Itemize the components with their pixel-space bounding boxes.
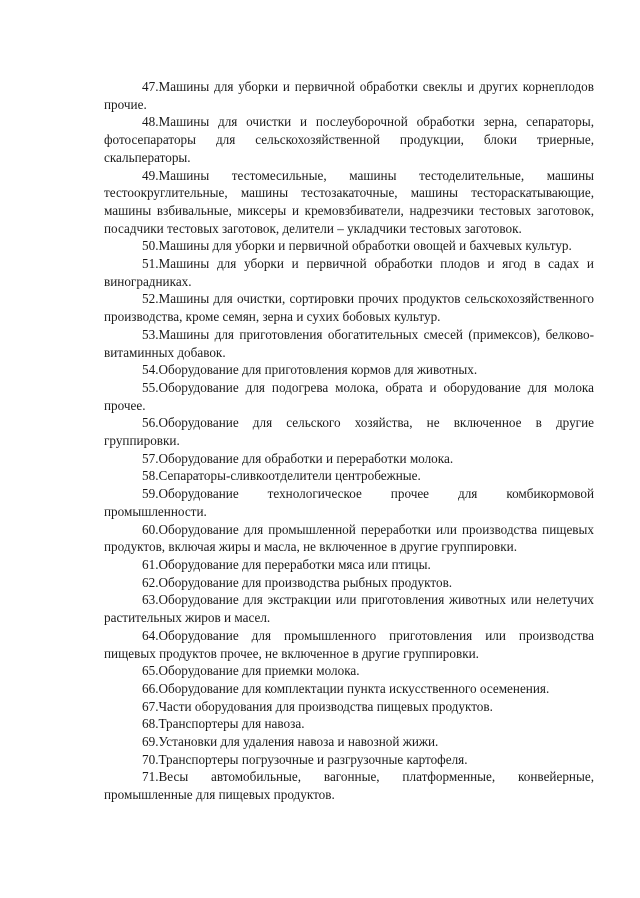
list-item: 68.Транспортеры для навоза. bbox=[142, 716, 305, 732]
list-item: 49.Машины тестомесильные, машины тестоделительные, машины тестоокруглительные, машины тестозакаточные, машины тестораскатывающие, машины взбивальные, миксеры и кремовзбиватели, надрезчики тестовых заготовок, посадчики тестовых заготовок, делители – укладчики тестовых заготовок. bbox=[104, 167, 594, 236]
list-item: 65.Оборудование для приемки молока. bbox=[142, 663, 360, 679]
list-item: 64.Оборудование для промышленного приготовления или производства пищевых продуктов прочее, не включенное в другие группировки. bbox=[104, 627, 594, 661]
list-item: 51.Машины для уборки и первичной обработки плодов и ягод в садах и виноградниках. bbox=[104, 256, 594, 289]
list-item: 50.Машины для уборки и первичной обработки овощей и бахчевых культур. bbox=[142, 238, 572, 254]
list-item: 52.Машины для очистки, сортировки прочих продуктов сельскохозяйственного производства, кроме семян, зерна и сухих бобовых культур. bbox=[104, 291, 594, 325]
list-item: 58.Сепараторы-сливкоотделители центробежные. bbox=[142, 468, 421, 484]
list-item: 67.Части оборудования для производства пищевых продуктов. bbox=[142, 698, 493, 714]
list-item: 55.Оборудование для подогрева молока, обрата и оборудование для молока прочее. bbox=[104, 379, 594, 413]
document-body bbox=[104, 78, 594, 804]
list-item: 66.Оборудование для комплектации пункта искусственного осеменения. bbox=[142, 680, 550, 696]
list-item: 61.Оборудование для переработки мяса или птицы. bbox=[142, 556, 431, 572]
list-item: 53.Машины для приготовления обогатительных смесей (примексов), белково-витаминных добавок. bbox=[104, 326, 594, 360]
list-item: 62.Оборудование для производства рыбных продуктов. bbox=[142, 574, 453, 590]
list-item: 69.Установки для удаления навоза и навозной жижи. bbox=[142, 734, 439, 750]
list-item: 60.Оборудование для промышленной переработки или производства пищевых продуктов, включая жиры и масла, не включенное в другие группировки. bbox=[104, 521, 594, 555]
list-item: 57.Оборудование для обработки и переработки молока. bbox=[142, 450, 454, 466]
list-item: 48.Машины для очистки и послеуборочной обработки зерна, сепараторы, фотосепараторы для сельскохозяйственной продукции, блоки триерные, скальператоры. bbox=[104, 114, 594, 165]
list-item: 47.Машины для уборки и первичной обработки свеклы и других корнеплодов прочие. bbox=[104, 79, 594, 112]
list-item: 70.Транспортеры погрузочные и разгрузочные картофеля. bbox=[142, 751, 468, 767]
list-item: 71.Весы автомобильные, вагонные, платформенные, конвейерные, промышленные для пищевых продуктов. bbox=[104, 769, 594, 803]
list-item: 56.Оборудование для сельского хозяйства, не включенное в другие группировки. bbox=[104, 415, 594, 449]
list-item: 59.Оборудование технологическое прочее для комбикормовой промышленности. bbox=[104, 486, 594, 519]
list-item: 63.Оборудование для экстракции или приготовления животных или нелетучих растительных жиров и масел. bbox=[104, 592, 594, 626]
list-item: 54.Оборудование для приготовления кормов для животных. bbox=[142, 362, 478, 378]
